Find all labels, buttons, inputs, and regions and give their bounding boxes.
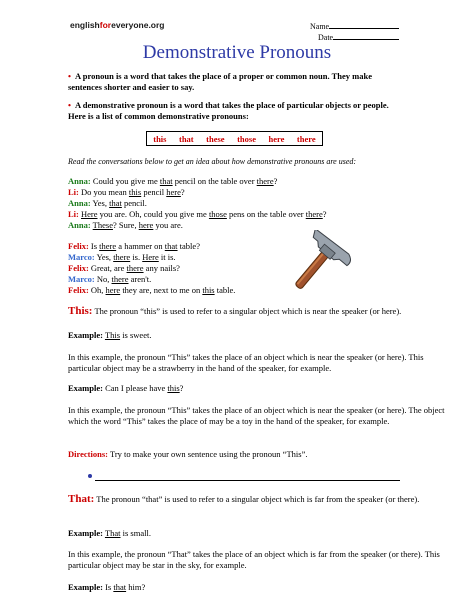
site-logo: englishforeveryone.org [70,20,165,30]
dialogue-line: Li: Here you are. Oh, could you give me those pens on the table over there? [68,209,327,219]
this-directions: Directions: Try to make your own sentence using the pronoun “This”. [68,449,308,459]
answer-bullet [88,474,92,478]
dialogue-line: Anna: Could you give me that pencil on the table over there? [68,176,278,186]
name-label: Name [310,22,330,31]
this-example-2: Example: Can I please have this? [68,383,184,393]
pronoun-here: here [268,133,285,144]
hammer-icon [283,230,351,298]
dialogue-line: Li: Do you mean this pencil here? [68,187,185,197]
dialogue-line: Felix: Great, are there any nails? [68,263,180,273]
this-explanation-1: In this example, the pronoun “This” takes the place of an object which is near the speaker (or here). This particular object may be a strawberry in the hand of the speaker, for example. [68,352,424,373]
date-field[interactable] [318,31,399,42]
answer-input-line[interactable] [95,480,400,481]
pronoun-this: this [153,133,167,144]
pronoun-there: there [296,133,316,144]
dialogue-line: Anna: Yes, that pencil. [68,198,147,208]
that-example-1: Example: That is small. [68,528,151,538]
instruction-text: Read the conversations below to get an idea about how demonstrative pronouns are used: [68,157,357,166]
dialogue-line: Anna: These? Sure, here you are. [68,220,183,230]
pronoun-list-box [146,131,323,146]
that-example-2: Example: Is that him? [68,582,146,592]
that-explanation-1: In this example, the pronoun “That” takes the place of an object which is far from the speaker (or there). This particular object may be star in the sky, for example. [68,549,440,570]
dialogue-line: Felix: Oh, here they are, next to me on this table. [68,285,236,295]
this-example-1: Example: This is sweet. [68,330,152,340]
pronoun-those: those [237,133,256,144]
page-title: Demonstrative Pronouns [142,42,332,63]
this-explanation-2: In this example, the pronoun “This” takes the place of an object which is near the speaker (or here). The object which the word “This” takes the place of may be a toy in the hand of the speaker, for example. [68,405,445,426]
this-definition: This: The pronoun “this” is used to refer to a singular object which is near the speaker (or here). [68,305,402,317]
that-definition: That: The pronoun “that” is used to refer to a singular object which is far from the speaker (or there). [68,493,420,505]
pronoun-these: these [206,133,225,144]
dialogue-line: Marco: Yes, there is. Here it is. [68,252,176,262]
bullet-1: • A pronoun is a word that takes the place of a proper or common noun. They make sentences shorter and easier to say. [68,71,372,92]
pronoun-that: that [179,133,194,144]
dialogue-line: Marco: No, there aren't. [68,274,152,284]
date-label: Date [318,33,334,42]
name-field[interactable] [310,20,399,31]
dialogue-line: Felix: Is there a hammer on that table? [68,241,200,251]
bullet-2: • A demonstrative pronoun is a word that takes the place of particular objects or people. Here is a list of common demonstrative pronouns: [68,100,389,121]
